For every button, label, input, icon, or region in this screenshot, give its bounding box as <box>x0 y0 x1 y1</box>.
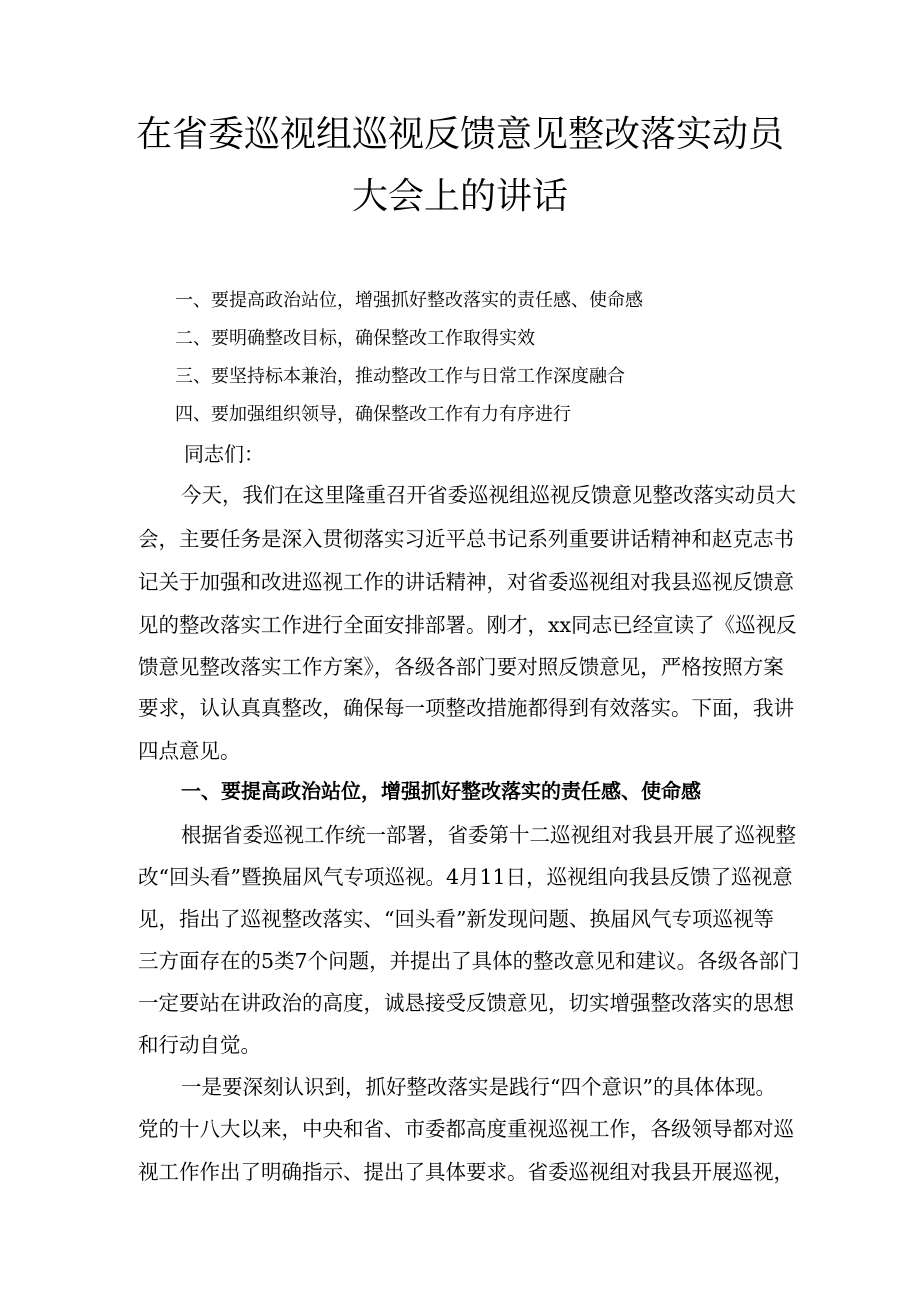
paragraph-2-line: 根据省委巡视工作统一部署，省委第十二巡视组对我县开展了巡视整 <box>181 823 796 847</box>
paragraph-2-line: 三方面存在的5类7个问题，并提出了具体的整改意见和建议。各级各部门 <box>138 949 800 973</box>
paragraph-1-line: 会，主要任务是深入贯彻落实习近平总书记系列重要讲话精神和赵克志书 <box>138 527 794 551</box>
outline-item-1: 一、要提高政治站位，增强抓好整改落实的责任感、使命感 <box>175 290 643 311</box>
outline-item-4: 四、要加强组织领导，确保整改工作有力有序进行 <box>175 404 571 425</box>
paragraph-2-line: 和行动自觉。 <box>138 1033 261 1057</box>
section-1-heading: 一、要提高政治站位，增强抓好整改落实的责任感、使命感 <box>181 779 701 803</box>
greeting: 同志们： <box>184 442 264 466</box>
paragraph-1-line: 要求，认认真真整改，确保每一项整改措施都得到有效落实。下面，我讲 <box>138 696 794 720</box>
paragraph-1-line: 四点意见。 <box>138 739 241 763</box>
paragraph-2-line: 改“回头看”暨换届风气专项巡视。4月11日，巡视组向我县反馈了巡视意 <box>138 865 793 889</box>
paragraph-1-line: 今天，我们在这里隆重召开省委巡视组巡视反馈意见整改落实动员大 <box>181 483 796 507</box>
paragraph-2-line: 一定要站在讲政治的高度，诚恳接受反馈意见，切实增强整改落实的思想 <box>138 991 794 1015</box>
document-title-line-2: 大会上的讲话 <box>351 176 568 217</box>
outline-item-3: 三、要坚持标本兼治，推动整改工作与日常工作深度融合 <box>175 366 625 387</box>
paragraph-2-line: 见，指出了巡视整改落实、“回头看”新发现问题、换届风气专项巡视等 <box>138 907 774 931</box>
document-title-line-1: 在省委巡视组巡视反馈意见整改落实动员 <box>135 114 784 155</box>
paragraph-3-line: 一是要深刻认识到，抓好整改落实是践行“四个意识”的具体体现。 <box>181 1075 776 1099</box>
paragraph-1-line: 见的整改落实工作进行全面安排部署。刚才，xx同志已经宣读了《巡视反 <box>138 613 797 637</box>
paragraph-1-line: 记关于加强和改进巡视工作的讲话精神，对省委巡视组对我县巡视反馈意 <box>138 570 794 594</box>
paragraph-3-line: 党的十八大以来，中央和省、市委都高度重视巡视工作，各级领导都对巡 <box>138 1117 794 1141</box>
paragraph-3-line: 视工作作出了明确指示、提出了具体要求。省委巡视组对我县开展巡视， <box>138 1160 794 1184</box>
outline-item-2: 二、要明确整改目标，确保整改工作取得实效 <box>175 328 535 349</box>
paragraph-1-line: 馈意见整改落实工作方案》，各级各部门要对照反馈意见，严格按照方案 <box>138 655 784 679</box>
